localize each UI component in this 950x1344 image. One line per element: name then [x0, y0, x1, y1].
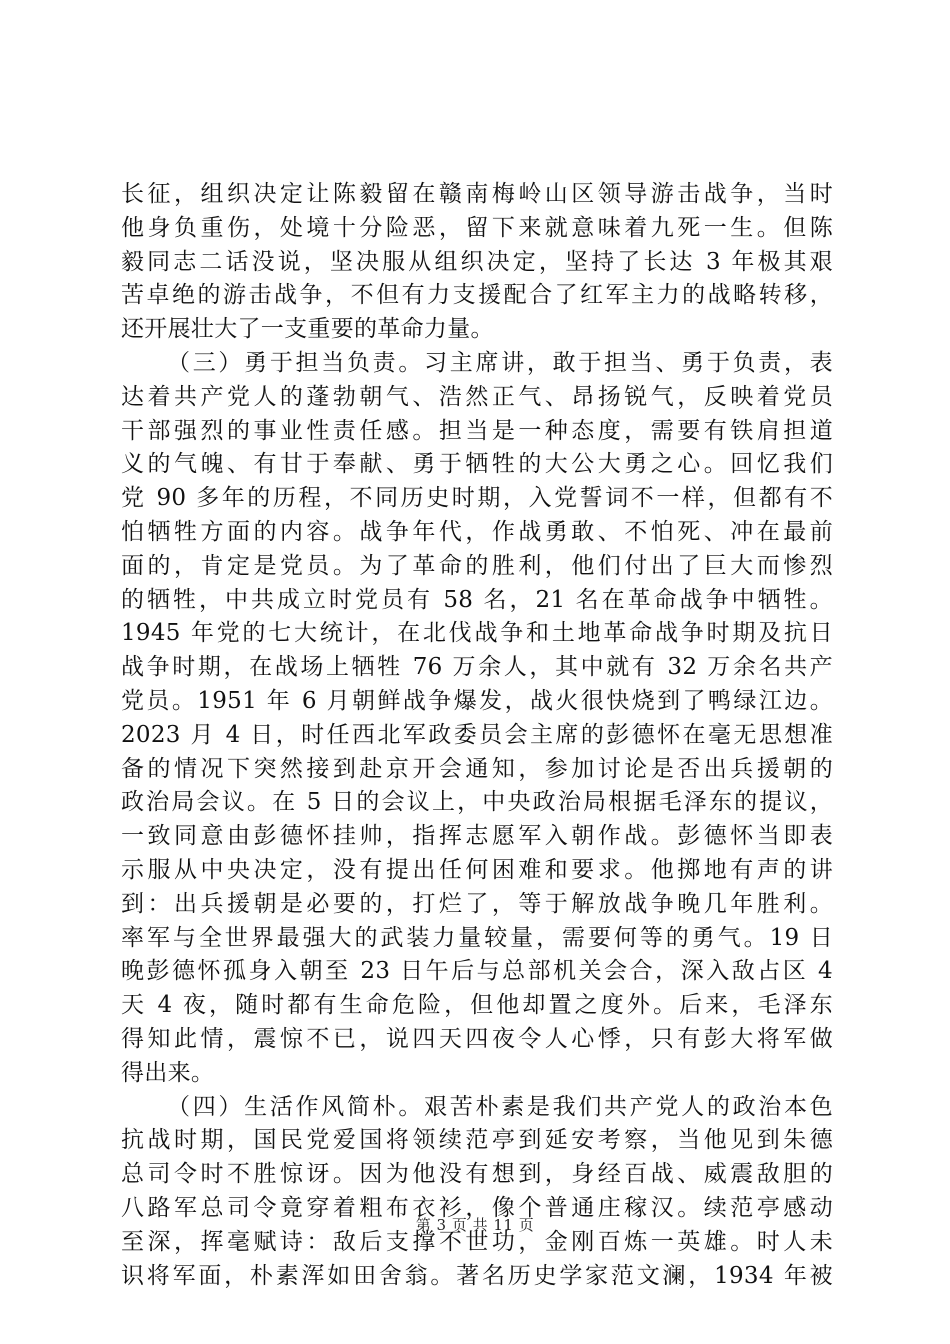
text-line: 至深，挥毫赋诗：敌后支撑不世功，金刚百炼一英雄。时人未 — [121, 1228, 833, 1255]
text-line: 面的，肯定是党员。为了革命的胜利，他们付出了巨大而惨烈 — [121, 552, 833, 579]
text-line: 还开展壮大了一支重要的革命力量。 — [121, 316, 494, 343]
text-line: 抗战时期，国民党爱国将领续范亭到延安考察，当他见到朱德 — [121, 1127, 833, 1154]
page-number: 第 3 页 共 11 页 — [415, 1216, 535, 1234]
text-line: 得出来。 — [121, 1059, 215, 1086]
text-line: 党 90 多年的历程，不同历史时期，入党誓词不一样，但都有不 — [121, 485, 833, 512]
text-line: 总司令时不胜惊讶。因为他没有想到，身经百战、威震敌胆的 — [121, 1161, 833, 1188]
text-line: 政治局会议。在 5 日的会议上，中央政治局根据毛泽东的提议， — [121, 789, 833, 816]
text-line: 他身负重伤，处境十分险恶，留下来就意味着九死一生。但陈 — [121, 214, 833, 241]
text-line: 到：出兵援朝是必要的，打烂了，等于解放战争晚几年胜利。 — [121, 890, 833, 917]
text-line: 一致同意由彭德怀挂帅，指挥志愿军入朝作战。彭德怀当即表 — [121, 823, 833, 850]
body-text — [121, 178, 833, 1293]
text-line: 的牺牲，中共成立时党员有 58 名，21 名在革命战争中牺牲。 — [121, 586, 833, 613]
text-line: 长征，组织决定让陈毅留在赣南梅岭山区领导游击战争，当时 — [121, 181, 833, 207]
text-line: 义的气魄、有甘于奉献、勇于牺牲的大公大勇之心。回忆我们 — [121, 451, 833, 478]
text-line: 备的情况下突然接到赴京开会通知，参加讨论是否出兵援朝的 — [121, 755, 833, 782]
section-heading-line: （四）生活作风简朴。艰苦朴素是我们共产党人的政治本色 — [167, 1093, 833, 1120]
text-line: 八路军总司令竟穿着粗布衣衫，像个普通庄稼汉。续范亭感动 — [121, 1194, 833, 1221]
text-line: 毅同志二话没说，坚决服从组织决定，坚持了长达 3 年极其艰 — [121, 248, 833, 275]
page-footer — [0, 1214, 950, 1235]
text-line: 1945 年党的七大统计，在北伐战争和土地革命战争时期及抗日 — [121, 620, 833, 647]
text-line: 率军与全世界最强大的武装力量较量，需要何等的勇气。19 日 — [121, 924, 833, 951]
text-line: 苦卓绝的游击战争，不但有力支援配合了红军主力的战略转移， — [121, 282, 833, 309]
text-line: 示服从中央决定，没有提出任何困难和要求。他掷地有声的讲 — [121, 856, 833, 883]
text-line: 党员。1951 年 6 月朝鲜战争爆发，战火很快烧到了鸭绿江边。 — [121, 687, 833, 714]
text-line: 2023 月 4 日，时任西北军政委员会主席的彭德怀在毫无思想准 — [121, 721, 833, 748]
text-line: 达着共产党人的蓬勃朝气、浩然正气、昂扬锐气，反映着党员 — [121, 383, 833, 410]
text-line: 干部强烈的事业性责任感。担当是一种态度，需要有铁肩担道 — [121, 417, 833, 444]
text-line: 得知此情，震惊不已，说四天四夜令人心悸，只有彭大将军做 — [121, 1025, 833, 1052]
text-line: 天 4 夜，随时都有生命危险，但他却置之度外。后来，毛泽东 — [121, 992, 833, 1019]
text-line: 战争时期，在战场上牺牲 76 万余人，其中就有 32 万余名共产 — [121, 654, 833, 681]
section-heading-line: （三）勇于担当负责。习主席讲，敢于担当、勇于负责，表 — [167, 349, 833, 376]
text-line: 识将军面，朴素浑如田舍翁。著名历史学家范文澜，1934 年被 — [121, 1262, 833, 1289]
text-line: 晚彭德怀孤身入朝至 23 日午后与总部机关会合，深入敌占区 4 — [121, 958, 833, 985]
text-line: 怕牺牲方面的内容。战争年代，作战勇敢、不怕死、冲在最前 — [121, 518, 833, 545]
